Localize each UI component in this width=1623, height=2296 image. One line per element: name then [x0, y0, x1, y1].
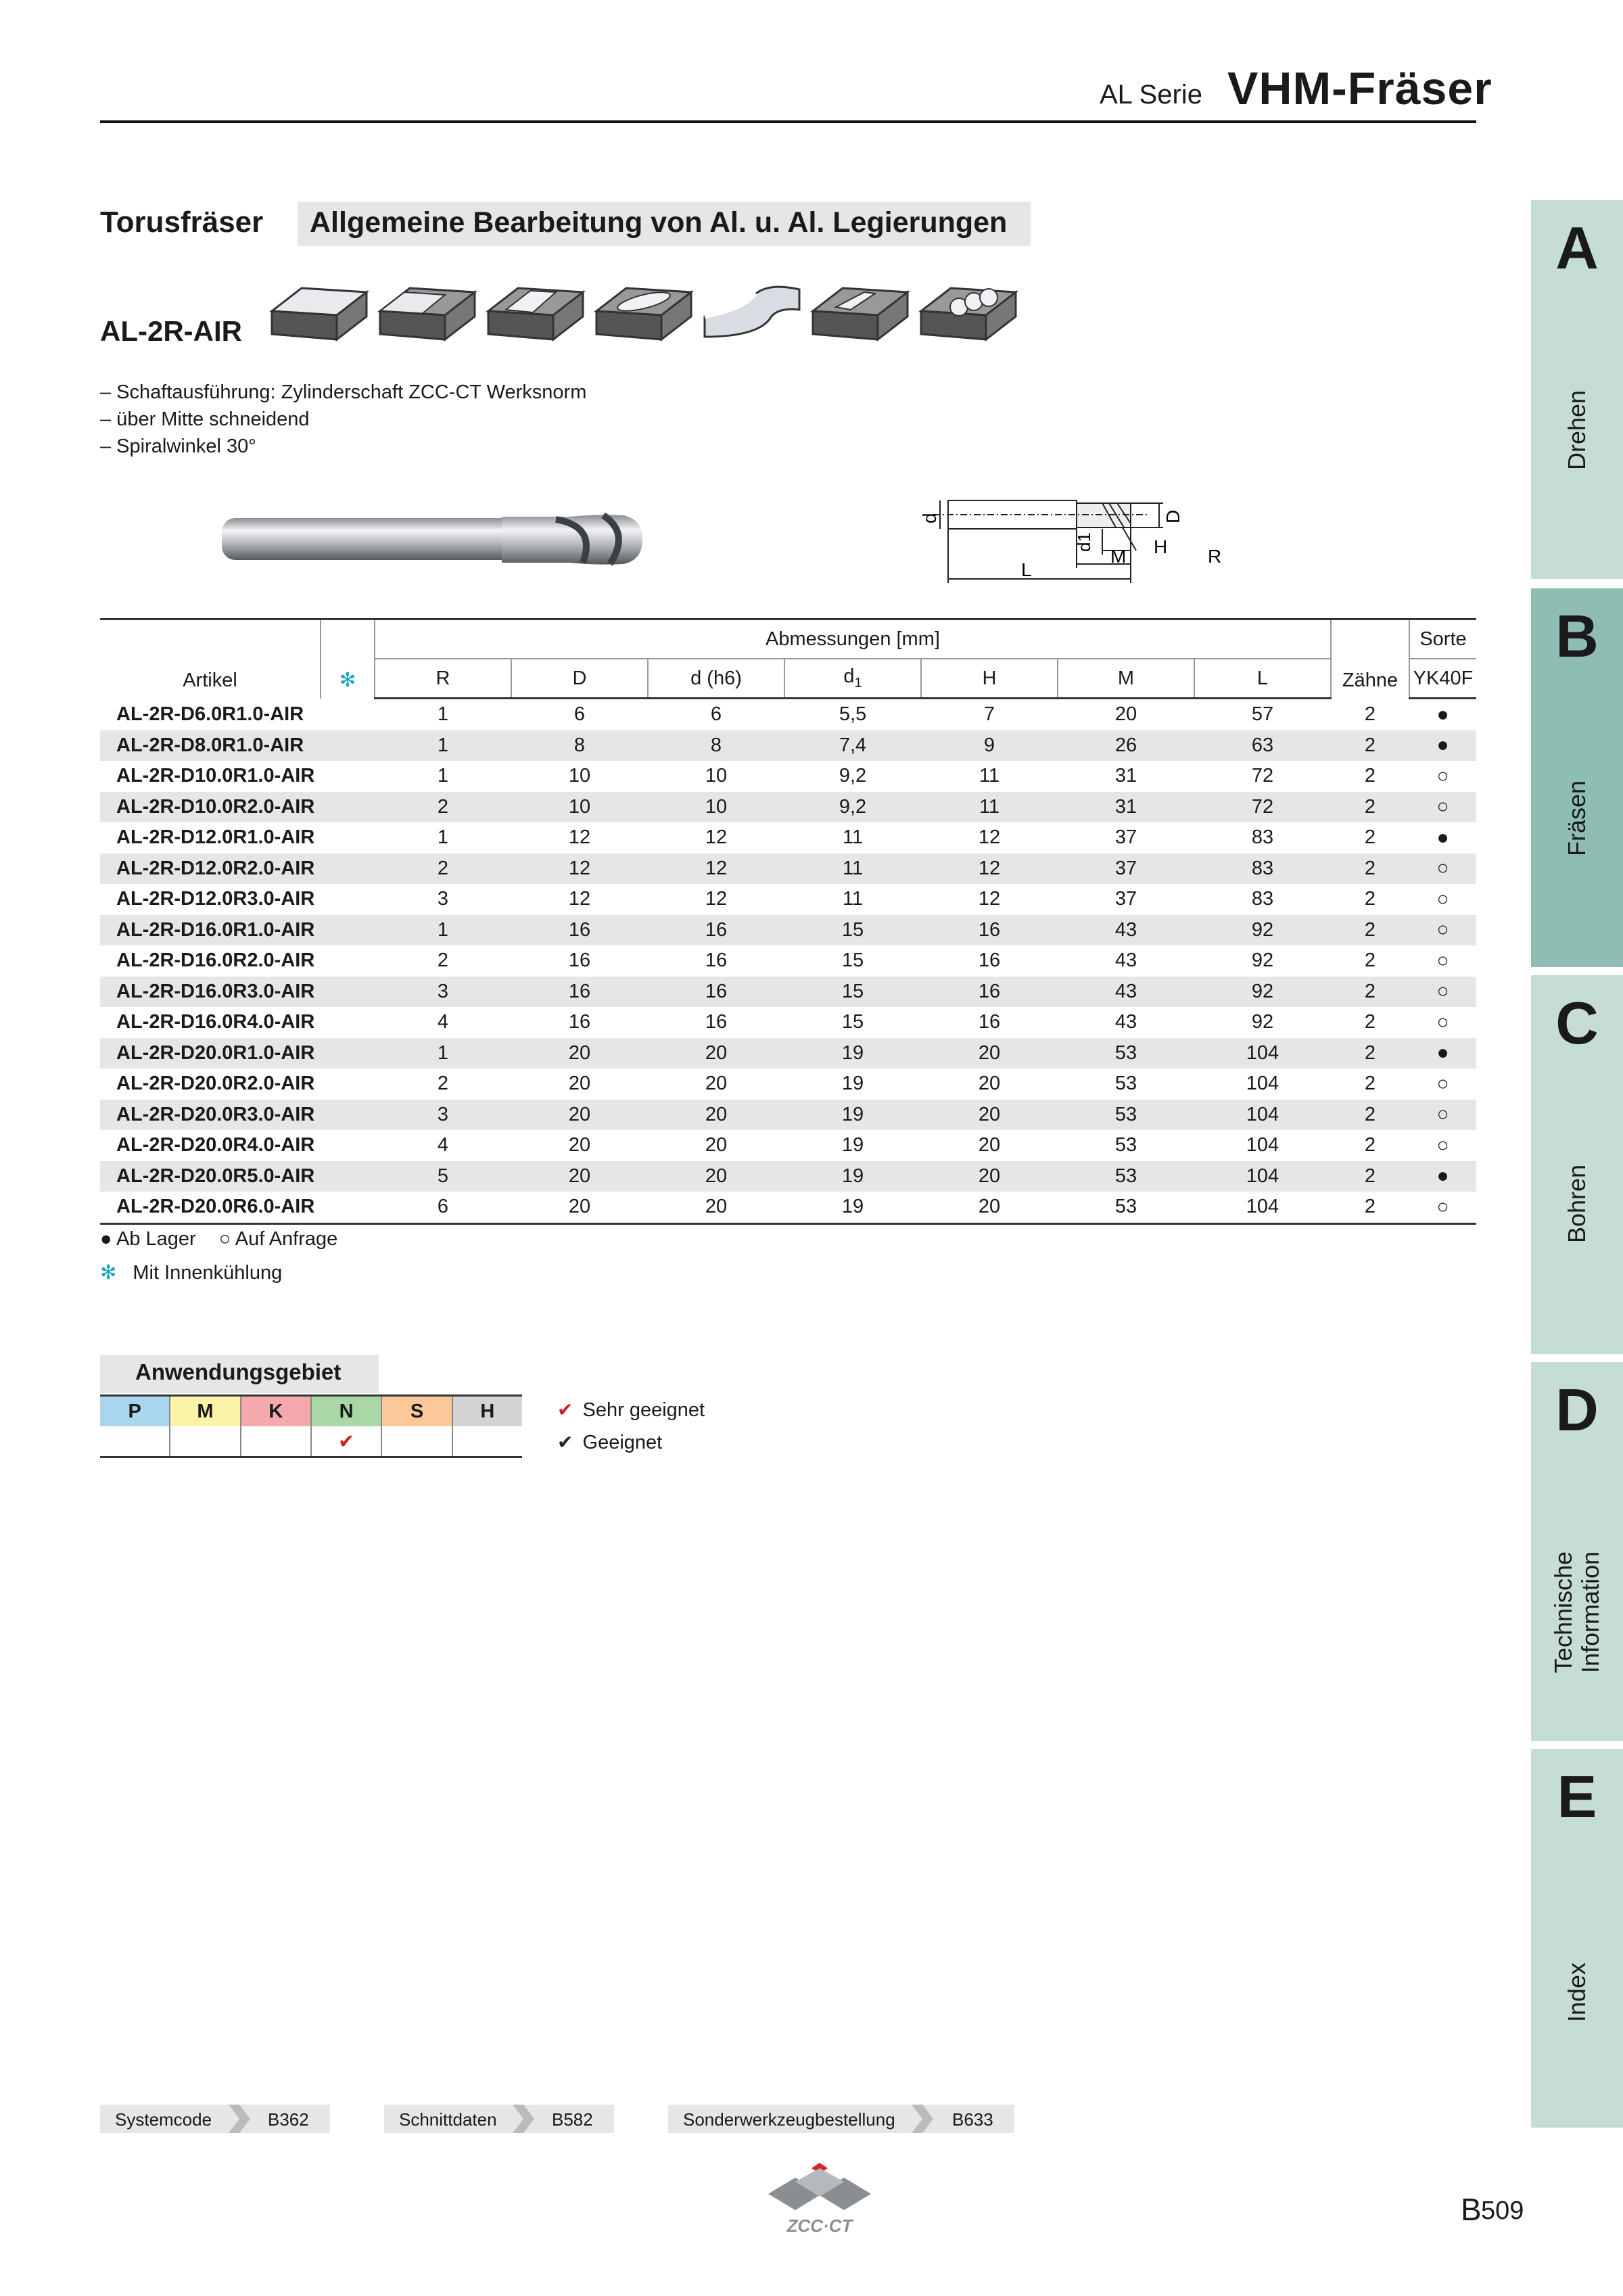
- article-code: AL-2R-D12.0R1.0-AIR: [116, 826, 315, 849]
- teeth-value: 2: [1364, 1073, 1376, 1095]
- cooling-cell: [321, 853, 375, 885]
- h-value: 16: [978, 1011, 1001, 1033]
- d-value: 16: [568, 950, 591, 972]
- r-value: 2: [375, 792, 511, 823]
- m-value: 37: [1114, 888, 1137, 910]
- article-code: AL-2R-D20.0R5.0-AIR: [100, 1161, 321, 1192]
- m-value: 31: [1058, 792, 1194, 823]
- col-d1: $d_1$: [784, 659, 921, 699]
- r-value: 4: [437, 1134, 449, 1156]
- h-value: 11: [921, 792, 1058, 823]
- d1-value: 15: [784, 915, 921, 946]
- cooling-icon: ✻: [321, 619, 375, 699]
- pocket-milling-icon: [594, 269, 694, 348]
- l-value: 57: [1251, 703, 1274, 726]
- availability-mark: ●: [1436, 826, 1449, 849]
- l-value: 83: [1251, 826, 1274, 849]
- r-value: 3: [375, 977, 511, 1008]
- subtitle: Allgemeine Bearbeitung von Al. u. Al. Legierungen: [310, 206, 1008, 239]
- h-value: 20: [921, 1161, 1058, 1192]
- d-value: 16: [511, 977, 648, 1008]
- article-code: AL-2R-D16.0R2.0-AIR: [116, 950, 315, 972]
- d1-value: 19: [784, 1161, 921, 1192]
- table-row: [100, 945, 1476, 977]
- svg-text:ZCC·CT: ZCC·CT: [786, 2216, 853, 2236]
- d-value: 6: [573, 703, 586, 726]
- h-value: 20: [978, 1073, 1001, 1095]
- teeth-value: 2: [1331, 1100, 1409, 1131]
- availability-mark: ○: [1436, 764, 1449, 787]
- r-value: 1: [437, 826, 449, 849]
- header-dimensions: Abmessungen [mm]: [375, 619, 1331, 659]
- d1-value: 19: [841, 1073, 864, 1095]
- iso-rating-h: [452, 1426, 522, 1457]
- chevron-right-icon: [510, 2105, 537, 2133]
- availability-mark: ○: [1409, 1100, 1476, 1131]
- l-value: 104: [1194, 1192, 1331, 1223]
- m-value: 26: [1058, 730, 1194, 762]
- r-value: 3: [437, 888, 449, 910]
- cooling-cell: [321, 977, 375, 1008]
- table-row: [100, 915, 1476, 946]
- d-h6-value: 16: [705, 950, 728, 972]
- teeth-value: 2: [1331, 853, 1409, 885]
- legend-on-request: ○ Auf Anfrage: [218, 1228, 338, 1250]
- r-value: 2: [437, 950, 449, 972]
- m-value: 43: [1058, 915, 1194, 946]
- legend-stock: [100, 1228, 337, 1250]
- article-code: AL-2R-D20.0R2.0-AIR: [116, 1073, 315, 1095]
- tab-label-fraesen: Fräsen: [1563, 780, 1591, 857]
- teeth-value: 2: [1331, 730, 1409, 762]
- col-R: R: [375, 659, 511, 699]
- d1-value: 11: [842, 888, 864, 910]
- application-title: Anwendungsgebiet: [135, 1359, 342, 1384]
- m-value: 37: [1114, 826, 1137, 849]
- iso-group-h: H: [452, 1396, 522, 1427]
- tab-letter-a: A: [1555, 214, 1599, 281]
- m-value: 20: [1114, 703, 1137, 726]
- article-code: AL-2R-D10.0R2.0-AIR: [100, 792, 321, 823]
- series-label: AL Serie: [1100, 80, 1202, 110]
- header-sorte: Sorte: [1409, 619, 1476, 659]
- availability-mark: ○: [1409, 853, 1476, 885]
- tool-dimension-drawing: [906, 483, 1244, 591]
- col-M: M: [1058, 659, 1194, 699]
- plunging-icon: [918, 269, 1018, 348]
- article-code: AL-2R-D16.0R3.0-AIR: [100, 977, 321, 1008]
- legend-cooling: [100, 1261, 282, 1284]
- availability-mark: ●: [1436, 703, 1449, 726]
- r-value: 1: [437, 703, 449, 726]
- cooling-cell: [321, 792, 375, 823]
- d-h6-value: 8: [648, 730, 784, 762]
- l-value: 92: [1194, 977, 1331, 1008]
- l-value: 104: [1246, 1073, 1279, 1095]
- d-value: 16: [568, 1011, 591, 1033]
- d1-value: 5,5: [839, 703, 867, 726]
- d-value: 10: [568, 765, 591, 787]
- l-value: 72: [1194, 792, 1331, 823]
- availability-mark: ●: [1409, 1161, 1476, 1192]
- cooling-cell: [321, 945, 375, 977]
- page-section-letter: B: [1461, 2192, 1482, 2227]
- m-value: 37: [1058, 853, 1194, 885]
- col-L: L: [1194, 659, 1331, 699]
- article-code: AL-2R-D6.0R1.0-AIR: [116, 703, 304, 725]
- teeth-value: 2: [1331, 1038, 1409, 1069]
- cooling-cell: [321, 1161, 375, 1192]
- article-code: AL-2R-D8.0R1.0-AIR: [100, 730, 321, 762]
- iso-rating-m: [170, 1426, 240, 1457]
- r-value: 1: [375, 730, 511, 762]
- face-milling-icon: [269, 269, 369, 348]
- teeth-value: 2: [1364, 1011, 1376, 1033]
- teeth-value: 2: [1364, 1134, 1376, 1156]
- tab-bohren[interactable]: [1531, 975, 1623, 1354]
- m-value: 53: [1058, 1100, 1194, 1131]
- d-value: 12: [568, 888, 591, 910]
- d-h6-value: 16: [648, 977, 784, 1008]
- teeth-value: 2: [1364, 703, 1376, 725]
- h-value: 12: [978, 826, 1001, 849]
- table-row: [100, 1192, 1476, 1223]
- d-h6-value: 10: [648, 792, 784, 823]
- d1-value: 11: [842, 826, 864, 849]
- red-check-icon: ✔: [557, 1399, 573, 1420]
- availability-mark: ●: [1409, 730, 1476, 762]
- l-value: 72: [1251, 765, 1274, 787]
- l-value: 83: [1194, 853, 1331, 885]
- d-h6-value: 12: [705, 826, 728, 849]
- iso-application-table: [100, 1395, 522, 1458]
- h-value: 16: [978, 950, 1001, 972]
- l-value: 92: [1251, 950, 1274, 972]
- teeth-value: 2: [1331, 977, 1409, 1008]
- teeth-value: 2: [1364, 765, 1376, 787]
- d-value: 12: [568, 826, 591, 849]
- cooling-cell: [321, 1130, 375, 1161]
- iso-group-s: S: [381, 1396, 452, 1427]
- header-teeth: Zähne: [1331, 619, 1409, 699]
- d1-value: 11: [784, 853, 921, 885]
- tab-label-drehen: Drehen: [1563, 390, 1591, 471]
- d-h6-value: 20: [648, 1192, 784, 1223]
- tab-label-bohren: Bohren: [1563, 1164, 1591, 1244]
- d-h6-value: 16: [705, 1011, 728, 1033]
- d1-value: 15: [784, 977, 921, 1008]
- availability-mark: ○: [1409, 977, 1476, 1008]
- m-value: 31: [1114, 765, 1137, 787]
- h-value: 7: [983, 703, 995, 726]
- r-value: 1: [437, 765, 449, 787]
- teeth-value: 2: [1364, 888, 1376, 910]
- l-value: 63: [1194, 730, 1331, 762]
- m-value: 43: [1114, 950, 1137, 972]
- h-value: 12: [978, 888, 1001, 910]
- ramping-icon: [810, 269, 910, 348]
- l-value: 104: [1194, 1100, 1331, 1131]
- header-divider: [100, 120, 1476, 123]
- tab-drehen[interactable]: [1531, 200, 1623, 579]
- r-value: 1: [375, 1038, 511, 1069]
- h-value: 11: [979, 765, 1000, 787]
- d1-value: 15: [841, 950, 864, 972]
- iso-rating-k: [241, 1426, 311, 1457]
- article-code: AL-2R-D20.0R6.0-AIR: [100, 1192, 321, 1223]
- d-h6-value: 12: [705, 888, 728, 910]
- d1-value: 9,2: [784, 792, 921, 823]
- col-H: H: [921, 659, 1058, 699]
- cooling-cell: [321, 1038, 375, 1069]
- tab-technische-information[interactable]: [1531, 1362, 1623, 1741]
- availability-mark: ○: [1436, 1010, 1449, 1033]
- m-value: 53: [1058, 1038, 1194, 1069]
- m-value: 43: [1058, 977, 1194, 1008]
- d-value: 20: [511, 1100, 648, 1131]
- cooling-cell: [321, 884, 375, 915]
- r-value: 5: [375, 1161, 511, 1192]
- slot-milling-icon: [486, 269, 586, 348]
- dim-d: d: [919, 513, 940, 523]
- cooling-cell: [321, 822, 375, 853]
- iso-rating-s: [381, 1426, 452, 1457]
- m-value: 43: [1114, 1011, 1137, 1033]
- h-value: 20: [978, 1134, 1001, 1156]
- black-check-icon: ✔: [557, 1432, 573, 1453]
- m-value: 53: [1114, 1073, 1137, 1095]
- d1-value: 19: [784, 1192, 921, 1223]
- m-value: 53: [1058, 1161, 1194, 1192]
- dim-d1: d1: [1074, 532, 1094, 552]
- availability-mark: ○: [1409, 792, 1476, 823]
- h-value: 16: [921, 915, 1058, 946]
- r-value: 2: [437, 1073, 449, 1095]
- teeth-value: 2: [1331, 1161, 1409, 1192]
- l-value: 92: [1251, 1011, 1274, 1033]
- table-row: [100, 730, 1476, 762]
- availability-mark: ●: [1409, 1038, 1476, 1069]
- d-value: 10: [511, 792, 648, 823]
- table-row: [100, 761, 1476, 792]
- article-code: AL-2R-D12.0R3.0-AIR: [116, 888, 315, 910]
- cooling-legend-icon: ✻: [100, 1262, 117, 1284]
- availability-mark: ○: [1409, 915, 1476, 946]
- table-row: [100, 1007, 1476, 1038]
- l-value: 104: [1194, 1161, 1331, 1192]
- l-value: 83: [1251, 888, 1274, 910]
- table-row: [100, 1161, 1476, 1192]
- r-value: 6: [375, 1192, 511, 1223]
- r-value: 3: [375, 1100, 511, 1131]
- table-row: [100, 1130, 1476, 1161]
- d1-value: 19: [784, 1038, 921, 1069]
- article-code: AL-2R-D16.0R1.0-AIR: [100, 915, 321, 946]
- profile-milling-icon: [702, 269, 802, 348]
- iso-rating-p: [100, 1426, 170, 1457]
- product-code: AL-2R-AIR: [100, 315, 242, 347]
- d1-value: 19: [784, 1100, 921, 1131]
- category-title: Torusfräser: [100, 206, 264, 239]
- d1-value: 9,2: [839, 765, 867, 787]
- article-table: [100, 618, 1476, 1225]
- d-value: 12: [511, 853, 648, 885]
- dim-L: L: [1021, 559, 1032, 580]
- d-h6-value: 16: [648, 915, 784, 946]
- d-value: 16: [511, 915, 648, 946]
- h-value: 20: [921, 1038, 1058, 1069]
- article-code: AL-2R-D10.0R1.0-AIR: [116, 765, 315, 787]
- d-value: 20: [568, 1073, 591, 1095]
- feature-center-cutting: – über Mitte schneidend: [100, 408, 310, 430]
- tab-letter-d: D: [1555, 1376, 1599, 1443]
- table-row: [100, 1100, 1476, 1131]
- ref-systemcode[interactable]: Systemcode B362: [100, 2105, 330, 2133]
- article-code: AL-2R-D20.0R1.0-AIR: [100, 1038, 321, 1069]
- legend-in-stock: ● Ab Lager: [100, 1228, 196, 1250]
- legend-cooling-text: Mit Innenkühlung: [133, 1262, 283, 1284]
- r-value: 2: [375, 853, 511, 885]
- tab-label-index: Index: [1563, 1962, 1591, 2023]
- iso-group-p: P: [100, 1396, 170, 1427]
- availability-mark: ○: [1436, 1072, 1449, 1095]
- d-value: 20: [511, 1038, 648, 1069]
- d-value: 8: [511, 730, 648, 762]
- zcc-ct-logo: [761, 2161, 876, 2236]
- table-row: [100, 1069, 1476, 1100]
- table-row: [100, 822, 1476, 853]
- h-value: 20: [921, 1100, 1058, 1131]
- d-value: 20: [511, 1161, 648, 1192]
- d-h6-value: 12: [648, 853, 784, 885]
- tab-letter-c: C: [1555, 989, 1599, 1056]
- d1-value: 19: [841, 1134, 864, 1156]
- availability-mark: ○: [1436, 949, 1449, 972]
- teeth-value: 2: [1364, 950, 1376, 972]
- table-row: [100, 1038, 1476, 1069]
- d-h6-value: 6: [710, 703, 722, 726]
- table-row: [100, 884, 1476, 915]
- table-row: [100, 853, 1476, 885]
- iso-group-k: K: [241, 1396, 311, 1427]
- availability-mark: ○: [1436, 887, 1449, 910]
- iso-group-n: N: [311, 1396, 381, 1427]
- d-h6-value: 20: [705, 1073, 728, 1095]
- d-h6-value: 20: [648, 1100, 784, 1131]
- tab-label-technische-information: Technische Information: [1549, 1551, 1604, 1674]
- ref-sonderwerkzeugbestellung[interactable]: Sonderwerkzeugbestellung B633: [668, 2105, 1014, 2133]
- dim-M: M: [1110, 546, 1127, 567]
- r-value: 4: [437, 1011, 449, 1033]
- page-number: 509: [1481, 2197, 1524, 2225]
- teeth-value: 2: [1331, 792, 1409, 823]
- d-h6-value: 10: [705, 765, 728, 787]
- availability-mark: ○: [1409, 1192, 1476, 1223]
- h-value: 12: [921, 853, 1058, 885]
- dim-D: D: [1162, 509, 1183, 523]
- cooling-cell: [321, 699, 375, 730]
- tab-letter-e: E: [1557, 1763, 1597, 1830]
- article-code: AL-2R-D12.0R2.0-AIR: [100, 853, 321, 885]
- cooling-cell: [321, 730, 375, 762]
- article-code: AL-2R-D20.0R3.0-AIR: [100, 1100, 321, 1131]
- tab-index[interactable]: [1531, 1749, 1623, 2128]
- legend-suitable: ✔ Geeignet: [557, 1432, 663, 1453]
- teeth-value: 2: [1331, 915, 1409, 946]
- ref-schnittdaten[interactable]: Schnittdaten B582: [384, 2105, 614, 2133]
- d1-value: 7,4: [784, 730, 921, 762]
- iso-group-m: M: [170, 1396, 240, 1427]
- legend-very-suitable: ✔ Sehr geeignet: [557, 1399, 705, 1421]
- chevron-right-icon: [909, 2105, 936, 2133]
- col-grade: YK40F: [1409, 659, 1476, 699]
- shoulder-milling-icon: [377, 269, 477, 348]
- table-row: [100, 977, 1476, 1008]
- d-h6-value: 20: [648, 1161, 784, 1192]
- l-value: 92: [1194, 915, 1331, 946]
- col-d-h6: d (h6): [648, 659, 784, 699]
- availability-mark: ○: [1436, 1133, 1449, 1156]
- iso-rating-n: ✔: [311, 1426, 381, 1457]
- teeth-value: 2: [1364, 826, 1376, 849]
- header-artikel: Artikel: [100, 619, 321, 699]
- d-value: 20: [511, 1192, 648, 1223]
- table-row: [100, 792, 1476, 823]
- h-value: 16: [921, 977, 1058, 1008]
- d-h6-value: 20: [648, 1038, 784, 1069]
- d-value: 20: [568, 1134, 591, 1156]
- h-value: 9: [921, 730, 1058, 762]
- tool-photo: [218, 506, 651, 573]
- d-h6-value: 20: [705, 1134, 728, 1156]
- m-value: 53: [1114, 1134, 1137, 1156]
- cooling-cell: [321, 761, 375, 792]
- r-value: 1: [375, 915, 511, 946]
- cooling-cell: [321, 1100, 375, 1131]
- dim-H: H: [1154, 536, 1168, 557]
- tab-letter-b: B: [1555, 603, 1599, 670]
- h-value: 20: [921, 1192, 1058, 1223]
- article-code: AL-2R-D20.0R4.0-AIR: [116, 1134, 315, 1156]
- col-D: D: [511, 659, 648, 699]
- l-value: 104: [1194, 1038, 1331, 1069]
- feature-shank: – Schaftausführung: Zylinderschaft ZCC-CT Werksnorm: [100, 381, 587, 403]
- teeth-value: 2: [1331, 1192, 1409, 1223]
- m-value: 53: [1058, 1192, 1194, 1223]
- table-row: [100, 699, 1476, 730]
- tab-fraesen[interactable]: [1531, 588, 1623, 967]
- chevron-right-icon: [226, 2105, 253, 2133]
- cooling-cell: [321, 915, 375, 946]
- feature-helix-angle: – Spiralwinkel 30°: [100, 436, 256, 457]
- cooling-cell: [321, 1007, 375, 1038]
- cooling-cell: [321, 1069, 375, 1100]
- dim-R: R: [1208, 546, 1222, 567]
- page-title: VHM-Fräser: [1227, 63, 1492, 114]
- cooling-cell: [321, 1192, 375, 1223]
- l-value: 104: [1246, 1134, 1279, 1156]
- article-code: AL-2R-D16.0R4.0-AIR: [116, 1011, 315, 1033]
- d1-value: 15: [841, 1011, 864, 1033]
